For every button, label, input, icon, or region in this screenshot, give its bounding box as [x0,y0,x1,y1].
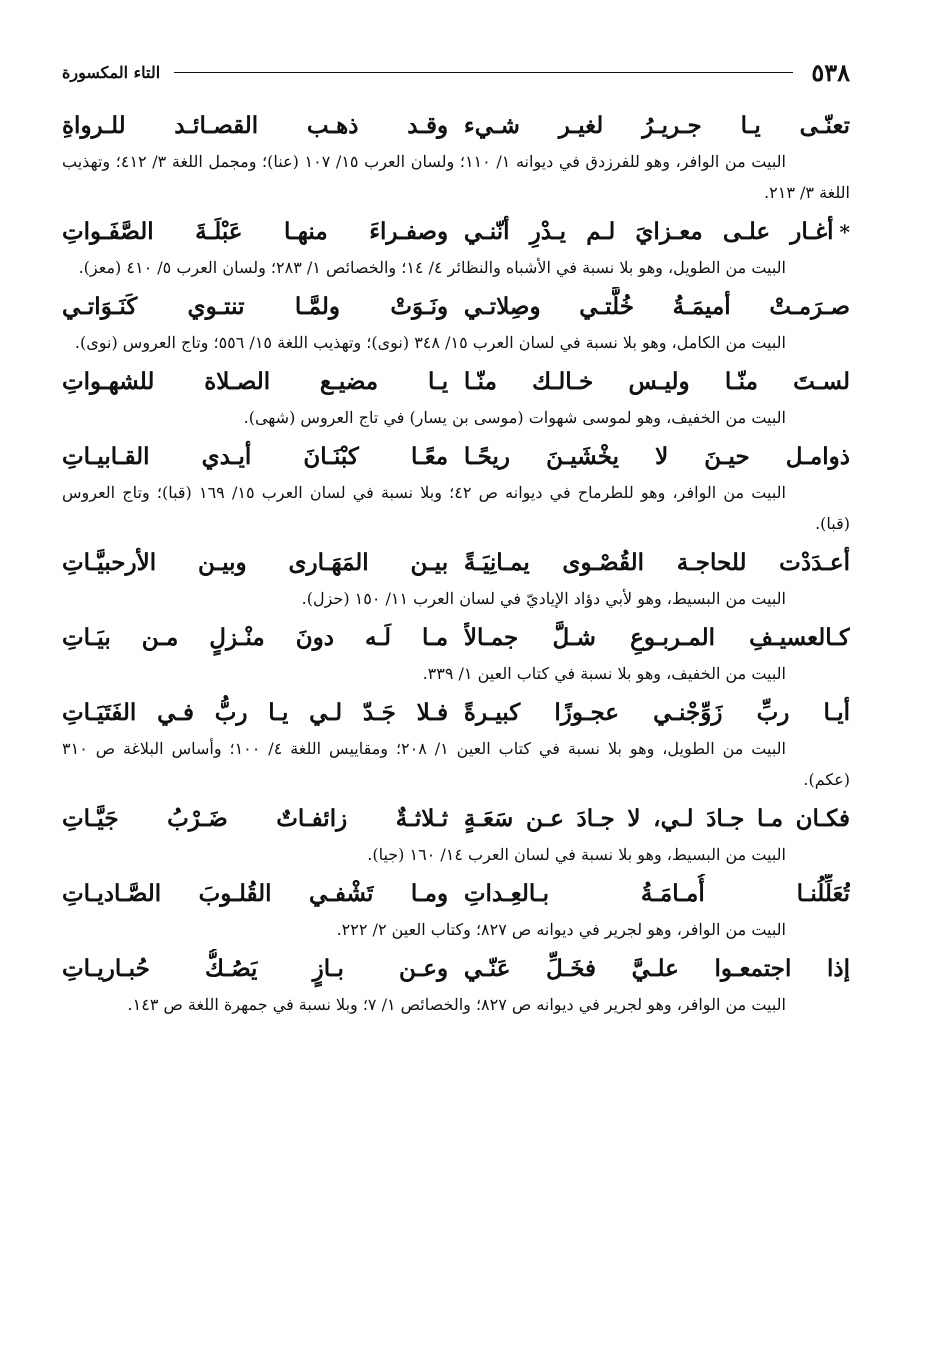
verse-line [62,618,850,658]
verse-citation: البيت من الوافر، وهو لجرير في ديوانه ص ٨٢٧؛ والخصائص ١/ ٧؛ وبلا نسبة في جمهرة اللغة ص ١٤٣. [127,995,786,1014]
chapter-title: التاء المكسورة [62,62,161,82]
verse-citation: البيت من الوافر، وهو للطرماح في ديوانه ص ٤٢؛ وبلا نسبة في لسان العرب ١٥/ ١٦٩ (قبا)؛ وتاج العروس (قبا). [62,483,850,533]
first-hemistich: أعـدَدْت للحاجـة القُصْـوى يمـانِيَـةً [463,549,850,576]
header-rule [174,72,793,73]
verse-entry [62,362,850,433]
verse-entry [62,543,850,614]
verse-citation: البيت من الطويل، وهو بلا نسبة في كتاب العين ١/ ٢٠٨؛ ومقاييس اللغة ٤/ ١٠٠؛ وأساس البلاغة ص ٣١٠ (عكم). [62,739,850,789]
verse-entry [62,799,850,870]
verse-citation: البيت من الخفيف، وهو بلا نسبة في كتاب العين ١/ ٣٣٩. [422,664,786,683]
second-hemistich: ونَـوَتْ ولمَّـا تنتـوي كَنَـوَاتـي [62,293,449,320]
second-hemistich: معًـا كبْنَـانَ أيـدي القـابيـاتِ [62,443,449,470]
verse-citation: البيت من الخفيف، وهو لموسى شهوات (موسى بن يسار) في تاج العروس (شهى). [243,408,786,427]
verse-line [62,693,850,733]
verse-line [62,437,850,477]
first-hemistich: إذا اجتمعـوا علـيَّ فخَـلِّ عَنّـي [463,955,850,982]
verse-entry [62,693,850,795]
second-hemistich: بيـن المَهَـارى وبيـن الأرحبيَّـاتِ [62,549,449,576]
page-number: ٥٣٨ [811,57,850,87]
first-hemistich: تُعَلِّلُنـا أُمـامَـةُ بـالعِـداتِ [463,880,850,907]
verse-entry [62,949,850,1020]
verse-citation: البيت من الكامل، وهو بلا نسبة في لسان العرب ١٥/ ٣٤٨ (نوى)؛ وتهذيب اللغة ١٥/ ٥٥٦؛ وتاج العروس (نوى). [74,333,786,352]
asterisk-marker: * [839,220,850,244]
verse-citation: البيت من الوافر، وهو لجرير في ديوانه ص ٨٢٧؛ وكتاب العين ٢/ ٢٢٢. [336,920,786,939]
first-hemistich: كـالعسيـفِ المـربـوعِ شـلَّ جمـالاً [463,624,850,651]
running-head [62,52,850,92]
verse-entry [62,212,850,283]
second-hemistich: ثـلاثـةٌ زائفـاتٌ ضَـرْبُ جَيَّـاتِ [62,805,449,832]
verse-line [62,949,850,989]
second-hemistich: وعـن بـازٍ يَصُـكُّ حُبـاريـاتِ [62,955,449,982]
first-hemistich: لسـتَ منّـا وليـس خـالـك منّـا [463,368,850,395]
verse-entry [62,287,850,358]
second-hemistich: ومـا تَشْفـي القُلـوبَ الصَّـاديـاتِ [62,880,449,907]
first-hemistich [464,212,850,252]
verse-entry [62,437,850,539]
verse-entry [62,874,850,945]
verse-line [62,212,850,252]
verse-entries [62,106,850,1020]
verse-citation: البيت من الطويل، وهو بلا نسبة في الأشباه والنظائر ٤/ ١٤؛ والخصائص ١/ ٢٨٣؛ ولسان العرب ٥/ ٤١٠ (معز). [78,258,786,277]
verse-line [62,362,850,402]
second-hemistich: فـلا جَـدّ لـي يـا ربُّ فـي الفَتَيَـاتِ [62,699,449,726]
first-hemistich: فكـان مـا جـادَ لـي، لا جـادَ عـن سَعَـةٍ [463,805,850,832]
verse-citation: البيت من البسيط، وهو لأبي دؤاد الإياديّ في لسان العرب ١١/ ١٥٠ (حزل). [301,589,786,608]
first-hemistich: أيـا ربِّ زَوِّجْنـي عجـوزًا كبيـرةً [463,699,850,726]
book-page [62,52,850,1341]
verse-entry [62,106,850,208]
second-hemistich: مـا لَـه دونَ منْـزلٍ مـن بيَـاتِ [62,624,449,651]
second-hemistich: وصفـراءَ منهـا عَبْلَـةَ الصَّفَـواتِ [62,218,449,245]
second-hemistich: يـا مضيـع الصـلاة للشهـواتِ [62,368,449,395]
verse-line [62,106,850,146]
verse-citation: البيت من البسيط، وهو بلا نسبة في لسان العرب ١٤/ ١٦٠ (جيا). [367,845,786,864]
verse-line [62,543,850,583]
second-hemistich: وقـد ذهـب القصـائـد للـرواةِ [62,112,449,139]
first-hemistich: تعنّـى يـا جـريـرُ لغيـر شـيء [463,112,850,139]
verse-entry [62,618,850,689]
verse-line [62,799,850,839]
verse-line [62,287,850,327]
first-hemistich-text: أغـار علـى معـزايَ لـم يـدْرِ أنّنـي [463,218,834,245]
first-hemistich: صـرَمـتْ أميمَـةُ خُلَّتـي وصِلاتـي [463,293,850,320]
verse-citation: البيت من الوافر، وهو للفرزدق في ديوانه ١/ ١١٠؛ ولسان العرب ١٥/ ١٠٧ (عنا)؛ ومجمل اللغة ٣/ ٤١٢؛ وتهذيب اللغة ٣/ ٢١٣. [62,152,850,202]
verse-line [62,874,850,914]
first-hemistich: ذوامـل حيـنَ لا يخْشَيـنَ ريحًـا [463,443,850,470]
